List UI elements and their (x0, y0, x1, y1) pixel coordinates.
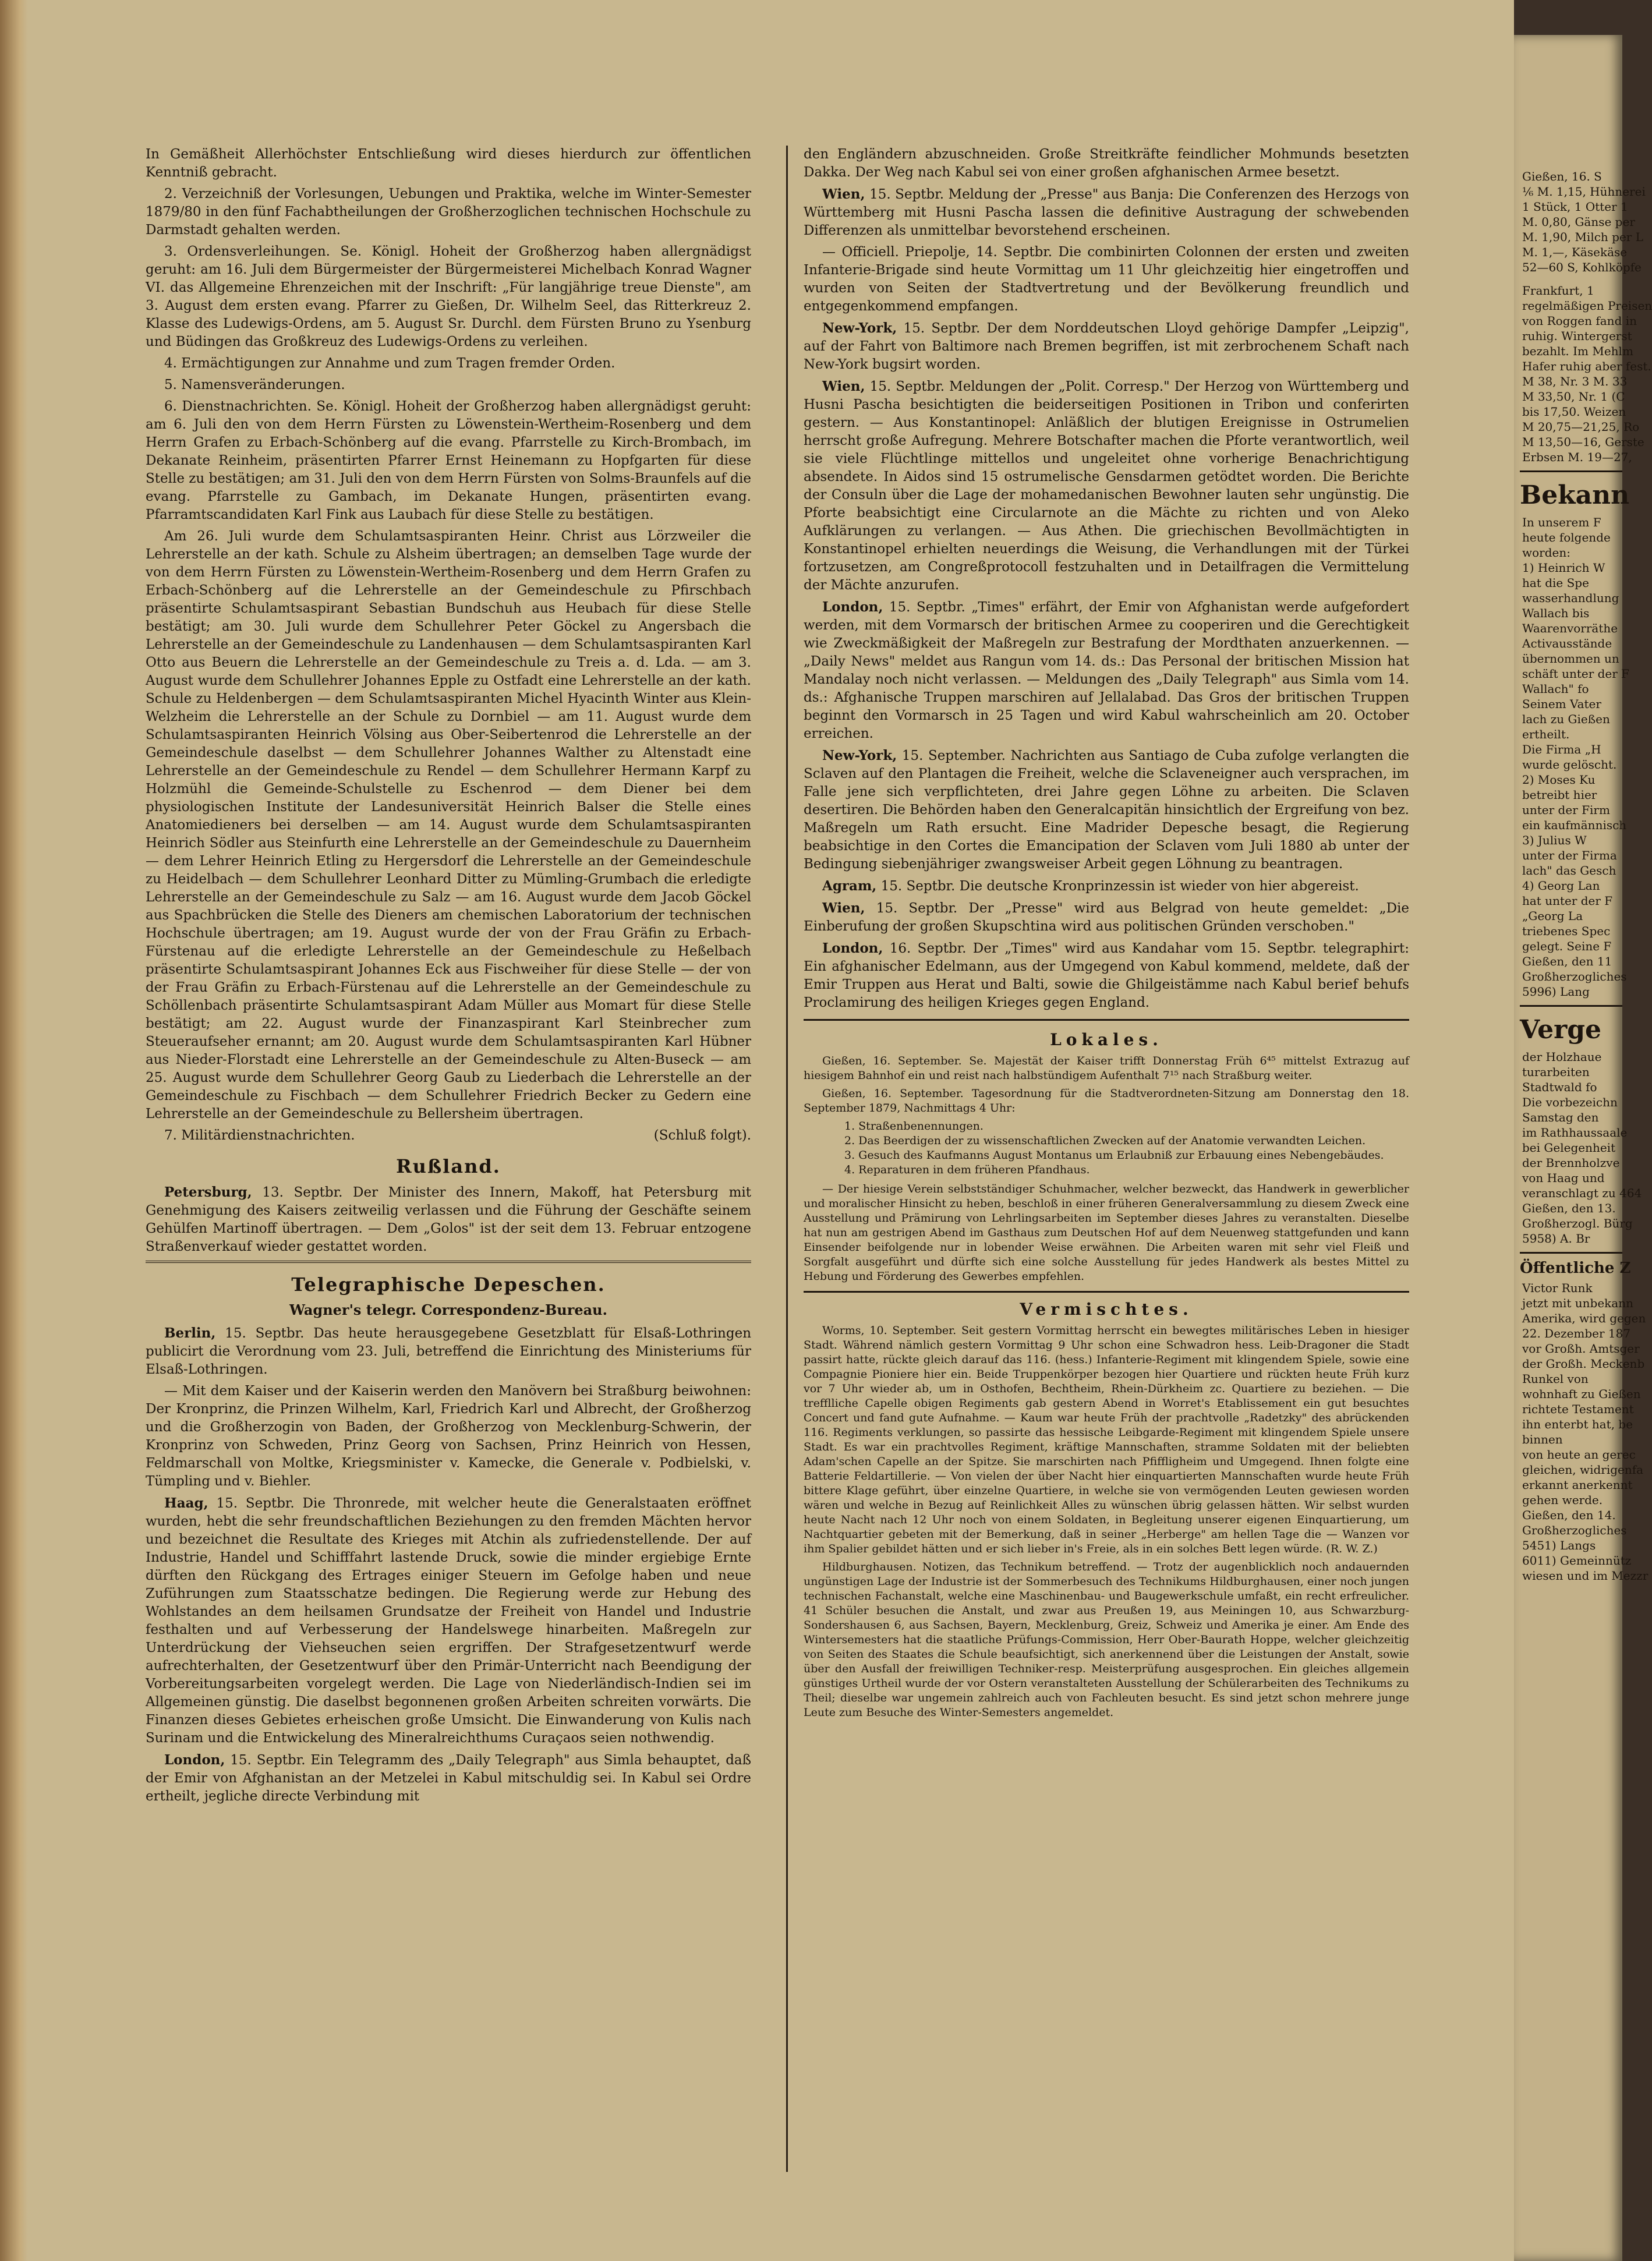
section-rule (146, 1261, 751, 1263)
newyork-article-2 (804, 746, 1409, 873)
np-line: im Rathhaussaale (1522, 1126, 1628, 1140)
np-line: In unserem F (1522, 515, 1601, 529)
np-line: wasserhandlung (1522, 591, 1619, 605)
lokales-item-2: Gießen, 16. September. Tagesordnung für die Stadtverordneten-Sitzung am Donnerstag den 18. September 1879, Nachmittags 4 Uhr: (804, 1087, 1409, 1114)
bekanntmachung-heading: Bekann (1520, 480, 1630, 510)
np-line: Gießen, den 11 (1522, 954, 1612, 968)
np-line: M 38, Nr. 3 M. 33 (1522, 374, 1628, 388)
np-line: 1 Stück, 1 Otter 1 (1522, 200, 1628, 214)
np-line: Amerika, wird gegen (1522, 1311, 1646, 1325)
np-line: erkannt anerkennt (1522, 1478, 1633, 1492)
np-line: vor Großh. Amtsger (1522, 1342, 1640, 1356)
item-3: 3. Ordensverleihungen. Se. Königl. Hoheit der Großherzog haben allergnädigst geruht: am 16. Juli dem Bürgermeister der Bürgermeisterei Michelbach Konrad Wagner VI. das Allgemeine Ehrenzeichen mit der Inschrift: „Für langjährige treue Dienste", am 3. August dem ersten evang. Pfarrer zu Gießen, Dr. Wilhelm Seel, das Ritterkreuz 2. Klasse des Ludewigs-Ordens, am 5. August Sr. Durchl. dem Fürsten Bruno zu Ysenburg und Büdingen das Großkreuz des Ludewigs-Ordens zu verleihen. (146, 244, 751, 349)
wien-article-2 (804, 377, 1409, 595)
berlin-dateline: Berlin, (164, 1325, 216, 1341)
np-line: 52—60 S, Kohlköpfe (1522, 260, 1642, 274)
wien-text-3: 15. Septbr. Der „Presse" wird aus Belgrad von heute gemeldet: „Die Einberufung der großen Skupschtina wird aus politischen Gründen verschoben." (804, 901, 1410, 934)
agenda-list (844, 1119, 1409, 1177)
np-line: 5958) A. Br (1522, 1232, 1590, 1246)
newyork-article-1 (804, 319, 1409, 374)
np-line: wohnhaft zu Gießen (1522, 1387, 1641, 1401)
petersburg-text: 13. Septbr. Der Minister des Innern, Makoff, hat Petersburg mit Genehmigung des Kaisers zeitweilig verlassen und die Führung der Geschäfte seinem Gehülfen Martinoff übertragen. — Dem „Golos" ist der seit dem 13. Februar entzogene Straßenverkauf wieder gestattet worden. (146, 1185, 751, 1254)
np-line: der Großh. Meckenb (1522, 1357, 1645, 1371)
np-line: M. 1,—, Käsekäse (1522, 245, 1628, 259)
agenda-item: 4. Reparaturen in dem früheren Pfandhaus. (844, 1163, 1090, 1176)
russland-heading: Rußland. (396, 1155, 501, 1177)
np-line: M 13,50—16, Gerste (1522, 435, 1644, 449)
haag-article (146, 1494, 751, 1747)
np-line: von Haag und (1522, 1171, 1605, 1185)
np-line: lach" das Gesch (1522, 864, 1616, 877)
np-line: M. 0,80, Gänse per (1522, 215, 1635, 229)
np-line: jetzt mit unbekann (1522, 1296, 1633, 1310)
wien-text-2: 15. Septbr. Meldungen der „Polit. Corresp." Der Herzog von Württemberg und Husni Pascha besichtigten die beiderseitigen Positionen in Tribon und conferirten gestern. — Aus Konstantinopel: Anläßlich der blutigen Ereignisse in Ostrumelien herrscht große Aufregung. Mehrere Botschafter machen die Pforte verantwortlich, weil sie viele Flüchtlinge mittellos und ungeleitet ohne vorherige Benachrichtigung absendete. In Aidos sind 15 ostrumelische Gensdarmen getödtet worden. Die Berichte der Consuln über die Lage der mohamedanischen Bewohner lauten sehr ungünstig. Die Pforte beabsichtigt eine Circularnote an die Mächte zu richten und von Aleko Aufklärungen zu verlangen. — Aus Athen. Die griechischen Bevollmächtigten in Konstantinopel erhielten neuerdings die Weisung, die Verhandlungen mit der Türkei fortzusetzen, am Congreßprotocoll festzuhalten und in Detailfragen die Vermittelung der Mächte anzurufen. (804, 379, 1409, 593)
np-line: Die vorbezeichn (1522, 1095, 1618, 1109)
np-line: Großherzogl. Bürg (1522, 1216, 1633, 1230)
np-line: 5451) Langs (1522, 1538, 1596, 1552)
item-7 (146, 1127, 751, 1145)
decree-intro: In Gemäßheit Allerhöchster Entschließung wird dieses hierdurch zur öffentlichen Kenntniß gebracht. (146, 147, 751, 180)
np-line: der Brennholzve (1522, 1156, 1620, 1170)
np-line: 4) Georg Lan (1522, 879, 1600, 893)
np-line: unter der Firma (1522, 848, 1617, 862)
wien-article-3 (804, 899, 1409, 936)
np-line: betreibt hier (1522, 788, 1597, 802)
lokales-item-1: Gießen, 16. September. Se. Majestät der Kaiser trifft Donnerstag Früh 6⁴⁵ mittelst Extrazug auf hiesigem Bahnhof ein und reist nach halbstündigem Aufenthalt 7¹⁵ nach Straßburg weiter. (804, 1055, 1409, 1082)
telegraph-subheading: Wagner's telegr. Correspondenz-Bureau. (289, 1301, 607, 1318)
item-4: 4. Ermächtigungen zur Annahme und zum Tragen fremder Orden. (164, 356, 615, 371)
np-line: Großherzogliches (1522, 969, 1627, 983)
np-rule (1520, 1005, 1622, 1007)
item-2: 2. Verzeichniß der Vorlesungen, Uebungen und Praktika, welche im Winter-Semester 1879/80 in den fünf Fachabtheilungen der Großherzoglichen technischen Hochschule zu Darmstadt gehalten werden. (146, 186, 751, 238)
petersburg-article (146, 1183, 751, 1256)
np-line: M. 1,90, Milch per L (1522, 230, 1643, 244)
newyork-text-2: 15. September. Nachrichten aus Santiago de Cuba zufolge verlangten die Sclaven auf den Plantagen die Freiheit, welche die Sclaveneigner auch versprachen, im Falle jene sich verpflichteten, drei Jahre gegen Löhne zu arbeiten. Die Sclaven desertiren. Die Behörden haben den Generalcapitän hinsichtlich der Ergreifung von bez. Maßregeln um Rath ersucht. Eine Madrider Depesche besagt, die Regierung beabsichtige in den Cortes die Emancipation der Sclaven vom Juli 1880 ab unter der Bedingung siebenjähriger zwangsweiser Arbeit gegen Löhnung zu beantragen. (804, 748, 1409, 872)
london-dateline-3: London, (822, 940, 883, 956)
vermischtes-item-2: Hildburghausen. Notizen, das Technikum betreffend. — Trotz der augenblicklich noch andauernden ungünstigen Lage der Industrie ist der Sommerbesuch des Technikums Hildburghausen, einer noch jungen technischen Fachanstalt, welche eine Maschinenbau- und Baugewerkschule umfaßt, ein recht erfreulicher. 41 Schüler besuchen die Anstalt, und zwar aus Preußen 19, aus Meiningen 10, aus Schwarzburg-Sondershausen 6, aus Sachsen, Bayern, Mecklenburg, Greiz, Schweiz und Amerika je einer. Am Ende des Wintersemesters hat die staatliche Prüfungs-Commission, Herr Ober-Baurath Hoppe, welcher gleichzeitig von Seiten des Staates die Schule beaufsichtigt, sich anerkennend über die Leistungen der Anstalt, sowie über den Ausfall der freiwilligen Techniker-resp. Meisterprüfung ausgesprochen. Ein gleiches allgemein günstiges Urtheil wurde der vor Ostern veranstalteten Ausstellung der Schülerarbeiten des Technikums zu Theil; dieselbe war ungemein zahlreich auch von Fachleuten besucht. Es sind jetzt schon mehrere junge Leute zum Besuche des Winter-Semesters angemeldet. (804, 1561, 1409, 1719)
agenda-item: 2. Das Beerdigen der zu wissenschaftlichen Zwecken auf der Anatomie verwandten Leichen. (844, 1134, 1366, 1147)
wien-dateline-3: Wien, (822, 900, 865, 916)
np-line: 5996) Lang (1522, 985, 1590, 999)
left-column (146, 146, 751, 1809)
wien-dateline-2: Wien, (822, 378, 865, 394)
item-6: 6. Dienstnachrichten. Se. Königl. Hoheit der Großherzog haben allergnädigst geruht: am 6. Juli den von dem Herrn Fürsten zu Löwenstein-Wertheim-Rosenberg und dem Herrn Grafen zu Erbach-Schönberg auf die evang. Pfarrstelle zu Kirch-Brombach, im Dekanate Reinheim, präsentirten Pfarrer Ernst Heinemann zu Hopfgarten für diese Stelle zu bestätigen; am 31. Juli den von dem Herrn Fürsten von Solms-Braunfels auf die evang. Pfarrstelle zu Gambach, im Dekanate Hungen, präsentirten evang. Pfarramtscandidaten Karl Fink aus Laubach für diese Stelle zu bestätigen. (146, 399, 751, 522)
schools-paragraph: Am 26. Juli wurde dem Schulamtsaspiranten Heinr. Christ aus Lörzweiler die Lehrerstelle an der kath. Schule zu Alsheim übertragen; an demselben Tage wurde der von dem Herrn Fürsten zu Löwenstein-Wertheim-Rosenberg und dem Herrn Grafen zu Erbach-Schönberg auf die Lehrerstelle an der Gemeindeschule zu Pfirschbach präsentirte Schulamtsaspirant Sebastian Bundschuh aus Heubach für diese Stelle bestätigt; am 30. Juli wurde dem Schullehrer Peter Göckel zu Angersbach die Lehrerstelle an der Gemeindeschule zu Landenhausen — dem Schulamtsaspiranten Karl Otto aus Beuern die Lehrerstelle an der Gemeindeschule zu Treis a. d. Lda. — am 3. August wurde dem Schullehrer Johannes Epple zu Ostfadt eine Lehrerstelle an der kath. Schule zu Heldenbergen — dem Schulamtsaspiranten Michel Hyacinth Winter aus Klein-Welzheim die Lehrerstelle an der Schule zu Dornbiel — am 11. August wurde dem Schulamtsaspiranten Heinrich Völsing aus Ober-Seibertenrod die Lehrerstelle an der Gemeindeschule daselbst — dem Schullehrer Johannes Walther zu Altenstadt eine Lehrerstelle an der Gemeindeschule zu Rendel — dem Schullehrer Hermann Karpf zu Holzmühl die Gemeinde-Schulstelle zu Eschenrod — dem Diener bei dem physiologischen Institute der Landesuniversität Heinrich Balser die Stelle eines Anatomiedieners bei derselben — am 14. August wurde dem Schulamtsaspiranten Heinrich Södler aus Steinfurth eine Lehrerstelle an der Gemeindeschule zu Dauernheim — dem Lehrer Heinrich Etling zu Hergersdorf die Lehrerstelle an der Gemeindeschule zu Heidelbach — dem Schullehrer Leonhard Ditter zu Mümling-Grumbach die erledigte Lehrerstelle an der Gemeindeschule zu Salz — am 16. August wurde dem Jacob Göckel aus Spachbrücken die Stelle des Dieners am chemischen Laboratorium der technischen Hochschule übertragen; am 19. August wurde der von der Frau Gräfin zu Erbach-Fürstenau auf die erledigte Lehrerstelle an der Gemeindeschule zu Heßelbach präsentirte Schulamtsaspirant Johannes Eck aus Fischweiher für diese Stelle — der von der Frau Gräfin zu Erbach-Fürstenau auf die Lehrerstelle an der Gemeindeschule zu Schöllenbach präsentirte Schulamtsaspirant Adam Müller aus Momart für diese Stelle bestätigt; am 22. August wurde der Finanzaspirant Karl Steinbrecher zum Steueraufseher ernannt; am 20. August wurde dem Schulamtsaspiranten Karl Hübner aus Nieder-Florstadt eine Lehrerstelle an der Gemeindeschule zu Alten-Buseck — am 25. August wurde dem Schullehrer Georg Gaub zu Liederbach die Lehrerstelle an der Gemeindeschule zu Fischbach — dem Schullehrer Friedrich Becker zu Gedern eine Lehrerstelle an der Gemeindeschule zu Bellersheim übertragen. (146, 529, 751, 1121)
berlin-text: 15. Septbr. Das heute herausgegebene Gesetzblatt für Elsaß-Lothringen publicirt die Verordnung vom 23. Juli, betreffend die Einrichtung des Ministeriums für Elsaß-Lothringen. (146, 1326, 752, 1377)
berlin-article-2: — Mit dem Kaiser und der Kaiserin werden den Manövern bei Straßburg beiwohnen: Der Kronprinz, die Prinzen Wilhelm, Karl, Friedrich Karl und Albrecht, der Großherzog und die Großherzogin von Baden, der Großherzog von Mecklenburg-Schwerin, der Kronprinz von Schweden, Prinz Georg von Sachsen, Prinz Heinrich von Hessen, Feldmarschall von Moltke, Kriegsminister v. Kamecke, die Generale v. Podbielski, v. Tümpling und v. Biehler. (146, 1384, 751, 1489)
np-line: regelmäßigen Preisen (1522, 299, 1652, 313)
np-line: veranschlagt zu 464 (1522, 1186, 1642, 1200)
np-line: Die Firma „H (1522, 742, 1601, 756)
vermischtes-section (804, 1300, 1409, 1720)
np-line: Samstag den (1522, 1110, 1599, 1124)
item-7-note: (Schluß folgt). (653, 1128, 751, 1143)
np-line: von heute an gerec (1522, 1448, 1636, 1462)
np-line: Victor Runk (1522, 1281, 1593, 1295)
haag-dateline: Haag, (164, 1495, 208, 1511)
np-line: Großherzogliches (1522, 1523, 1627, 1537)
berlin-article (146, 1324, 751, 1379)
telegraph-heading: Telegraphische Depeschen. (291, 1273, 606, 1296)
np-line: 2) Moses Ku (1522, 773, 1596, 787)
newyork-dateline-2: New-York, (822, 748, 897, 763)
np-line: Frankfurt, 1 (1522, 284, 1594, 298)
london-continued: den Engländern abzuschneiden. Große Streitkräfte feindlicher Mohmunds besetzten Dakka. Der Weg nach Kabul sei von einer großen afghanischen Armee besetzt. (804, 147, 1409, 180)
bekanntmachung-list (1514, 515, 1630, 999)
agenda-item: 3. Gesuch des Kaufmanns August Montanus um Erlaubniß zur Erbauung eines Nebengebäudes. (844, 1149, 1384, 1162)
np-line: Wallach bis (1522, 606, 1590, 620)
london-article-1 (146, 1751, 751, 1806)
np-line: lach zu Gießen (1522, 712, 1610, 726)
newyork-dateline-1: New-York, (822, 320, 897, 336)
np-line: ihn enterbt hat, be (1522, 1417, 1633, 1431)
officiell-article: — Officiell. Priepolje, 14. Septbr. Die combinirten Colonnen der ersten und zweiten Infanterie-Brigade sind heute Vormittag um 11 Uhr gleichzeitig hier eingetroffen und wurden von Seiten der Stadtvertretung und der Bevölkerung freundlich und entgegenkommend empfangen. (804, 245, 1409, 314)
london-dateline-1: London, (164, 1752, 225, 1768)
adjacent-page-edge (1514, 35, 1652, 2261)
np-line: hat die Spe (1522, 576, 1589, 590)
np-line: 22. Dezember 187 (1522, 1326, 1631, 1340)
np-line: Gießen, den 14. (1522, 1508, 1616, 1522)
np-line: ein kaufmännisch (1522, 818, 1627, 832)
np-line: bezahlt. Im Mehlm (1522, 344, 1633, 358)
np-line: richtete Testament (1522, 1402, 1634, 1416)
petersburg-dateline: Petersburg, (164, 1184, 252, 1200)
agenda-item: 1. Straßenbenennungen. (844, 1120, 984, 1133)
np-rule (1520, 1252, 1622, 1254)
np-line: triebenes Spec (1522, 924, 1611, 938)
np-line: Stadtwald fo (1522, 1080, 1597, 1094)
vergebung-heading: Verge (1520, 1015, 1602, 1045)
wien-text-1: 15. Septbr. Meldung der „Presse" aus Banja: Die Conferenzen des Herzogs von Württemberg mit Husni Pascha lassen die definitive Austragung der schwebenden Differenzen als unmittelbar bevorstehend erscheinen. (804, 187, 1410, 238)
np-line: gehen werde. (1522, 1493, 1603, 1507)
np-line: binnen (1522, 1432, 1563, 1446)
london-text-1: 15. Septbr. Ein Telegramm des „Daily Telegraph" aus Simla behauptet, daß der Emir von Afghanistan an der Metzelei in Kabul mitschuldig sei. In Kabul sei Ordre ertheilt, jegliche directe Verbindung mit (146, 1753, 751, 1804)
np-line: heute folgende (1522, 530, 1611, 544)
np-line: Runkel von (1522, 1372, 1589, 1386)
np-line: ertheilt. (1522, 727, 1570, 741)
newyork-text-1: 15. Septbr. Der dem Norddeutschen Lloyd gehörige Dampfer „Leipzig", auf der Fahrt von Baltimore nach Bremen begriffen, ist mit zerbrochenem Schaft nach New-York bugsirt worden. (804, 321, 1409, 372)
haag-text: 15. Septbr. Die Thronrede, mit welcher heute die Generalstaaten eröffnet wurden, hebt die sehr freundschaftlichen Beziehungen zu den fremden Mächten hervor und bezeichnet die Resultate des Krieges mit Atchin als zufriedenstellende. Der auf Industrie, Handel und Schifffahrt lastende Druck, sowie die minder ergiebige Ernte dürften den Rückgang des Ertrages einiger Steuern im Gefolge haben und neue Zuführungen zum Staatsschatze bedingen. Die Regierung werde zur Hebung des Wohlstandes an dem heilsamen Grundsatze der Freiheit von Handel und Industrie festhalten und auf Verbesserung der Handelswege hinarbeiten. Maßregeln zur Unterdrückung der Viehseuchen seien ergriffen. Der Strafgesetzentwurf werde aufrechterhalten, der Gesetzentwurf über den Primär-Unterricht nach Beendigung der Vorbereitungsarbeiten vorgelegt werden. Die Lage von Niederländisch-Indien sei im Allgemeinen günstig. Die daselbst begonnenen großen Arbeiten schreiten vorwärts. Die Finanzen dieses Gebietes erheischen große Umsicht. Die Einwanderung von Kulis nach Surinam und die Entwickelung des Mineralreichthums Curaçaos seien nothwendig. (146, 1496, 751, 1746)
np-line: Activausstände (1522, 636, 1612, 650)
np-line: gleichen, widrigenfa (1522, 1463, 1644, 1477)
oeffentliche-list (1514, 1280, 1649, 1583)
np-line: bei Gelegenheit (1522, 1141, 1616, 1155)
agram-text: 15. Septbr. Die deutsche Kronprinzessin ist wieder von hier abgereist. (880, 879, 1359, 894)
london-text-2: 15. Septbr. „Times" erfährt, der Emir von Afghanistan werde aufgefordert werden, mit dem Vormarsch der britischen Armee zu cooperiren und die Gerechtigkeit wie Zweckmäßigkeit der Maßregeln zur Bestrafung der Mordthaten anzuerkennen. — „Daily News" meldet aus Rangun vom 14. ds.: Das Personal der britischen Mission hat Mandalay noch nicht verlassen. — Meldungen des „Daily Telegraph" aus Simla vom 14. ds.: Afghanische Truppen marschiren auf Jellalabad. Das Gros der britischen Truppen beginnt den Vormarsch in 25 Tagen und wird Kabul wahrscheinlich am 20. October erreichen. (804, 600, 1409, 741)
np-line: bis 17,50. Weizen (1522, 405, 1626, 419)
np-line: „Georg La (1522, 909, 1583, 923)
lokales-heading: Lokales. (1050, 1030, 1163, 1049)
wien-dateline-1: Wien, (822, 186, 865, 202)
page-binding (0, 0, 28, 2261)
wien-article-1 (804, 185, 1409, 240)
lokales-section (804, 1019, 1409, 1293)
np-line: 1) Heinrich W (1522, 561, 1605, 575)
np-line: von Roggen fand in (1522, 314, 1637, 328)
np-line: Gießen, den 13. (1522, 1201, 1616, 1215)
np-line: worden: (1522, 546, 1570, 560)
np-line: Hafer ruhig aber fest. (1522, 359, 1651, 373)
np-line: schäft unter der F (1522, 667, 1630, 681)
item-7-label: 7. Militärdienstnachrichten. (164, 1128, 355, 1143)
np-rule (1520, 470, 1622, 472)
vermischtes-heading: Vermischtes. (1020, 1300, 1193, 1319)
np-line: Wallach" fo (1522, 682, 1589, 696)
market-prices-giessen (1514, 169, 1646, 275)
np-line: übernommen un (1522, 652, 1619, 666)
vergebung-list (1514, 1049, 1642, 1246)
np-line: hat unter der F (1522, 894, 1613, 908)
london-text-3: 16. Septbr. Der „Times" wird aus Kandahar vom 15. Septbr. telegraphirt: Ein afghanischer Edelmann, aus der Umgegend von Kabul kommend, meldete, daß der Emir Truppen aus Herat und Balti, sowie die Ghilgeistämme nach Kabul berief behufs Proclamirung des heiligen Krieges gegen England. (804, 941, 1409, 1010)
agram-dateline: Agram, (822, 878, 877, 894)
london-article-2 (804, 598, 1409, 743)
np-line: Erbsen M. 19—27, (1522, 450, 1632, 464)
np-line: ⅙ M. 1,15, Hühnerei (1522, 185, 1646, 199)
np-line: Gießen, 16. S (1522, 169, 1602, 183)
np-line: Waarenvorräthe (1522, 621, 1618, 635)
item-5: 5. Namensveränderungen. (164, 377, 345, 392)
agram-article (804, 877, 1409, 896)
np-line: der Holzhaue (1522, 1050, 1602, 1064)
london-dateline-2: London, (822, 599, 883, 615)
np-line: M 33,50, Nr. 1 (C (1522, 390, 1625, 404)
np-line: wiesen und im Mezzr (1522, 1569, 1649, 1583)
np-line: 3) Julius W (1522, 833, 1587, 847)
np-line: gelegt. Seine F (1522, 939, 1612, 953)
np-line: Seinem Vater (1522, 697, 1601, 711)
np-line: unter der Firm (1522, 803, 1610, 817)
np-line: ruhig. Wintergerst (1522, 329, 1632, 343)
market-prices-frankfurt (1514, 283, 1652, 465)
oeffentliche-heading: Öffentliche Z (1520, 1259, 1631, 1277)
right-column (804, 146, 1409, 1724)
london-article-3 (804, 939, 1409, 1012)
np-line: M 20,75—21,25, Ro (1522, 420, 1640, 434)
vermischtes-item-1: Worms, 10. September. Seit gestern Vormittag herrscht ein bewegtes militärisches Leben in hiesiger Stadt. Während nämlich gestern Vormittag 9 Uhr schon eine Schwadron hess. Leib-Dragoner die Stadt passirt hatte, rückte gleich darauf das 116. (hess.) Infanterie-Regiment mit klingendem Spiele, sowie eine Compagnie Pioniere hier ein. Beide Truppenkörper bezogen hier Quartiere und rückten heute Früh kurz vor 7 Uhr wieder ab, um in Osthofen, Bechtheim, Rhein-Dürkheim zc. Quartiere zu beziehen. — Die trefflliche Capelle obigen Regiments gab gestern Abend in Worret's Etablissement ein gut besuchtes Concert und fand gute Aufnahme. — Kaum war heute Früh der prachtvolle „Radetzky" des abrückenden 116. Regiments verklungen, so passirte das hessische Leibgarde-Regiment mit klingendem Spiele unsere Stadt. Es war ein prachtvolles Regiment, kräftige Mannschaften, stramme Soldaten mit der beliebten Adam'schen Capelle an der Spitze. Sie marschirten nach Pfiffligheim und Umgegend. Ihnen folgte eine Batterie Feldartillerie. — Von vielen der über Nacht hier einquartierten Mannschaften wurde heute Früh bittere Klage geführt, über einzelne Quartiere, in welche sie von vermögenden Leuten gewiesen worden wären und welche in Bezug auf Reinlichkeit Alles zu wünschen übrig gelassen hätten. Wir selbst wurden heute Nacht nach 12 Uhr noch von einem Soldaten, in Begleitung unserer eigenen Einquartierung, um Nachtquartier gebeten mit der Bemerkung, daß in seiner „Herberge" am hellen Tage die — Wanzen vor ihm Spalier gebildet hätten und er sich lieber in's Freie, als in ein solches Bett legen würde. (R. W. Z.) (804, 1324, 1409, 1555)
np-line: 6011) Gemeinnütz (1522, 1554, 1632, 1568)
lokales-item-3: — Der hiesige Verein selbstständiger Schuhmacher, welcher bezweckt, das Handwerk in gewerblicher und moralischer Hinsicht zu heben, beschloß in einer früheren Generalversammlung zu diesem Zweck eine Ausstellung und Prämirung von Lehrlingsarbeiten im September dieses Jahres zu veranstalten. Dieselbe hat nun am gestrigen Abend im Gasthaus zum Deutschen Hof auf dem Neuenweg stattgefunden und kann Einsender beifolgende nur in lobender Weise erwähnen. Die Arbeiten waren mit sehr viel Fleiß und Sorgfalt ausgeführt und dürfte sich eine solche Ausstellung für jedes Handwerk als bestes Mittel zu Hebung und Förderung des Gewerbes empfehlen. (804, 1183, 1409, 1283)
np-line: wurde gelöscht. (1522, 758, 1617, 772)
np-line: turarbeiten (1522, 1065, 1590, 1079)
column-divider (786, 146, 788, 2172)
